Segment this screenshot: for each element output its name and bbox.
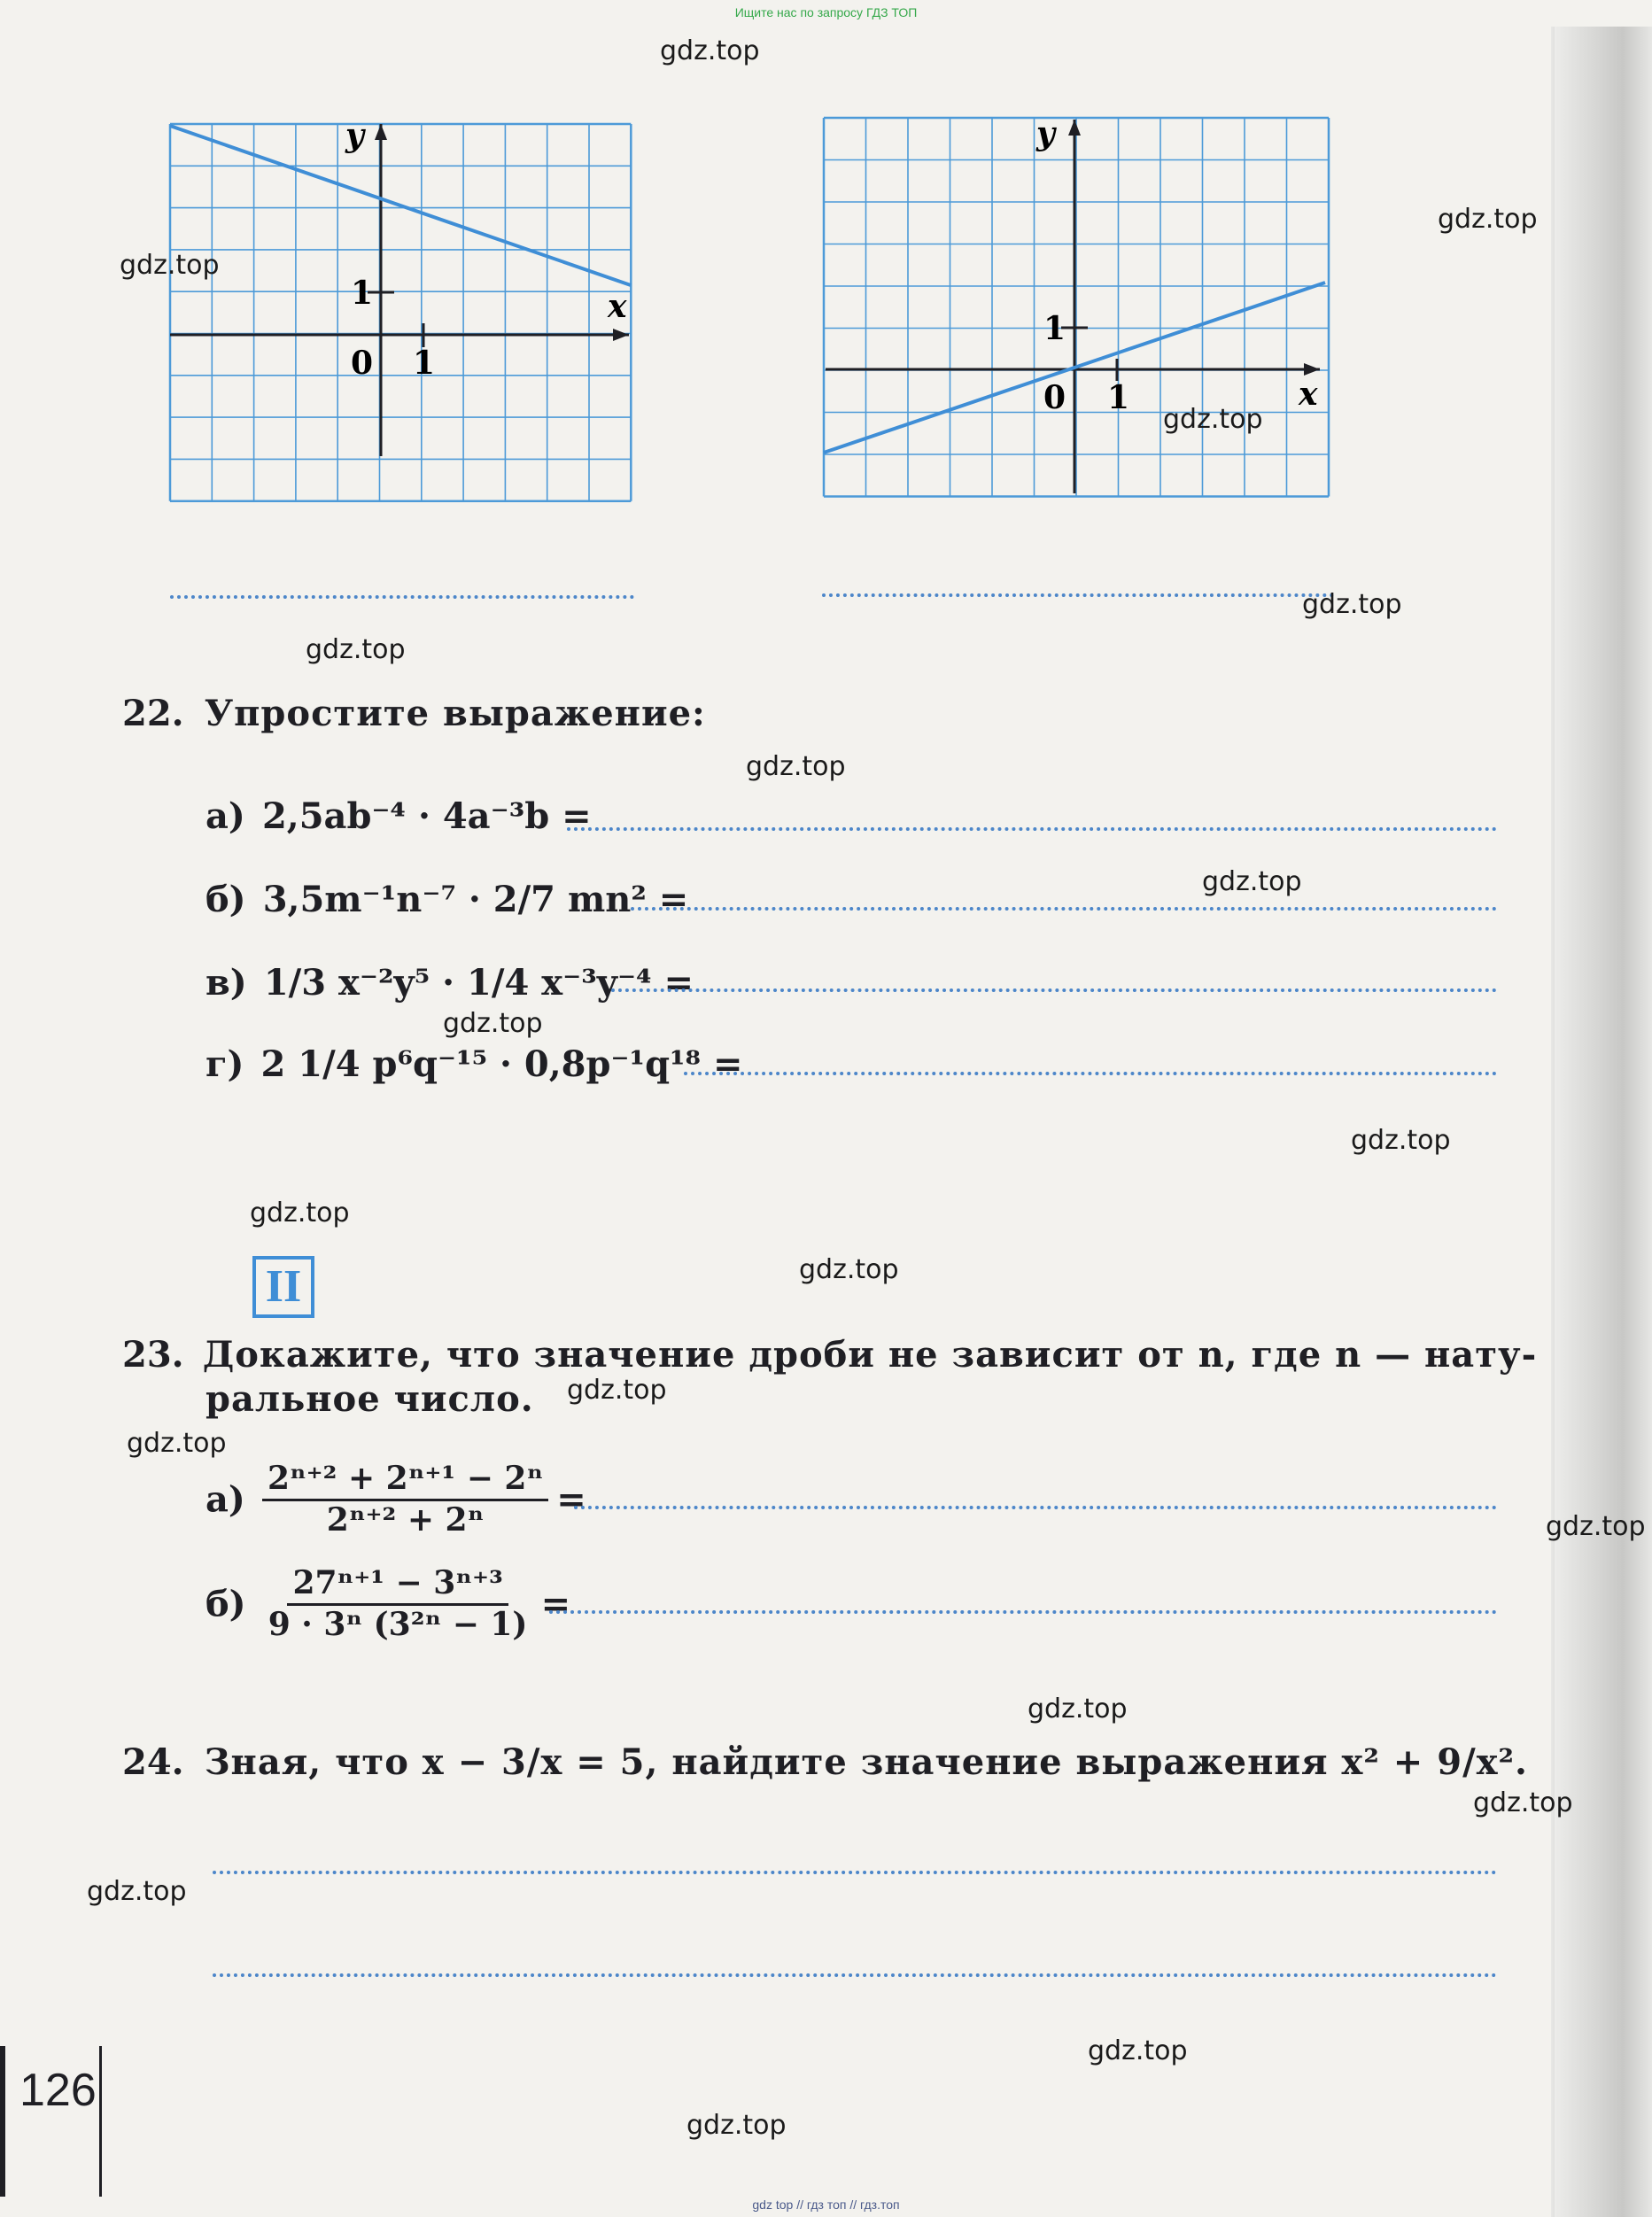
answer-line-graph-1[interactable] (170, 595, 634, 599)
task-23-number: 23. (122, 1334, 184, 1376)
task-23-a-numerator: 2ⁿ⁺² + 2ⁿ⁺¹ − 2ⁿ (262, 1461, 548, 1501)
watermark: gdz.top (1163, 404, 1263, 435)
task-22-c-expression: 1/3 x⁻²y⁵ · 1/4 x⁻³y⁻⁴ = (263, 962, 694, 1004)
page-number: 126 (19, 2065, 97, 2116)
task-23-a-fraction (262, 1461, 548, 1538)
watermark: gdz.top (1302, 589, 1402, 620)
task-24-text: Зная, что x − 3/x = 5, найдите значение выражения x² + 9/x². (204, 1741, 1528, 1783)
watermark: gdz.top (306, 634, 406, 665)
graph-1-y-label: y (345, 117, 364, 154)
watermark: gdz.top (1473, 1787, 1573, 1818)
answer-line-22b[interactable] (631, 907, 1497, 911)
answer-line-22d[interactable] (684, 1072, 1497, 1075)
task-23-line-2: ральное число. (206, 1378, 534, 1420)
answer-line-graph-2[interactable] (822, 593, 1334, 597)
answer-line-22c[interactable] (611, 988, 1497, 992)
task-23-b-numerator: 27ⁿ⁺¹ − 3ⁿ⁺³ (287, 1566, 508, 1606)
answer-line-24-2[interactable] (213, 1973, 1497, 1977)
watermark: gdz.top (87, 1876, 187, 1907)
task-23-b-fraction (263, 1566, 533, 1642)
watermark: gdz.top (686, 2110, 787, 2141)
task-23-line-2-wrap (206, 1378, 534, 1420)
watermark: gdz.top (1438, 204, 1538, 235)
graph-2-x-tick-label: 1 (1107, 379, 1130, 416)
watermark: gdz.top (443, 1008, 543, 1039)
header-note: Ищите нас по запросу ГДЗ ТОП (734, 5, 918, 19)
graph-2-x-label: x (1299, 376, 1318, 413)
page-number-bar (0, 2046, 5, 2197)
task-22-header (122, 693, 706, 734)
task-22-a-expression: 2,5ab⁻⁴ · 4a⁻³b = (261, 795, 592, 837)
page-number-divider (99, 2046, 102, 2197)
graph-2-origin-label: 0 (1043, 379, 1066, 416)
task-22-d-expression: 2 1/4 p⁶q⁻¹⁵ · 0,8p⁻¹q¹⁸ = (260, 1043, 743, 1085)
task-22-b-expression: 3,5m⁻¹n⁻⁷ · 2/7 mn² = (262, 879, 689, 920)
watermark: gdz.top (120, 250, 220, 281)
watermark: gdz.top (250, 1198, 350, 1229)
task-23-a-label: а) (206, 1478, 245, 1521)
task-22-item-c (206, 962, 694, 1004)
book-spine (1555, 27, 1652, 2217)
graph-1-grid (170, 124, 631, 501)
section-mark-ii: II (252, 1256, 314, 1318)
answer-line-23a[interactable] (574, 1506, 1497, 1509)
watermark: gdz.top (660, 35, 760, 66)
graph-1-origin-label: 0 (351, 345, 374, 382)
task-23-item-b: б) $\frac{\text{27ⁿ⁺¹ − 3ⁿ⁺³}}{\text{9 · 3ⁿ (3²ⁿ − 1)}}$ = (206, 1564, 571, 1643)
answer-line-24-1[interactable] (213, 1871, 1497, 1874)
task-23-header (122, 1334, 1537, 1376)
watermark: gdz.top (1088, 2035, 1188, 2066)
watermark: gdz.top (799, 1254, 899, 1285)
watermark: gdz.top (746, 751, 846, 782)
answer-line-22a[interactable] (567, 827, 1497, 831)
watermark: gdz.top (567, 1375, 667, 1406)
graph-1-line (170, 126, 631, 285)
task-23-a-denominator: 2ⁿ⁺² + 2ⁿ (326, 1500, 485, 1539)
task-22-number: 22. (122, 693, 184, 734)
watermark: gdz.top (127, 1428, 227, 1459)
task-22-item-a (206, 795, 592, 837)
task-22-b-label: б) (206, 879, 246, 920)
task-22-c-label: в) (206, 962, 247, 1004)
task-22-item-b (206, 879, 688, 920)
graph-1 (159, 115, 655, 505)
task-23-item-a: а) $\frac{\text{2ⁿ⁺² + 2ⁿ⁺¹ − 2ⁿ}}{\text{2ⁿ⁺² + 2ⁿ}}$ = (206, 1460, 586, 1539)
task-23-b-denominator: 9 · 3ⁿ (3²ⁿ − 1) (268, 1605, 528, 1643)
graph-2-y-label: y (1036, 115, 1055, 152)
answer-line-23b[interactable] (549, 1610, 1497, 1614)
task-23-line-1: Докажите, что значение дроби не зависит от n, где n — нату- (202, 1334, 1538, 1376)
task-22-d-label: г) (206, 1043, 244, 1085)
graph-2 (815, 111, 1338, 500)
watermark: gdz.top (1202, 866, 1302, 897)
watermark: gdz.top (1546, 1511, 1646, 1542)
watermark: gdz.top (1351, 1125, 1451, 1156)
graph-1-x-tick-label: 1 (413, 345, 436, 382)
graph-1-y-tick-label: 1 (351, 275, 374, 312)
task-24-header (122, 1741, 1528, 1783)
graph-1-x-label: x (608, 288, 627, 325)
task-24-number: 24. (122, 1741, 184, 1783)
task-22-item-d (206, 1043, 743, 1085)
task-22-a-label: а) (206, 795, 245, 837)
task-22-title: Упростите выражение: (204, 693, 706, 734)
graph-2-y-tick-label: 1 (1043, 310, 1066, 347)
watermark: gdz.top (1028, 1694, 1128, 1725)
footer-note: gdz top // гдз топ // гдз.топ (752, 2198, 900, 2212)
task-23-b-label: б) (206, 1583, 246, 1625)
